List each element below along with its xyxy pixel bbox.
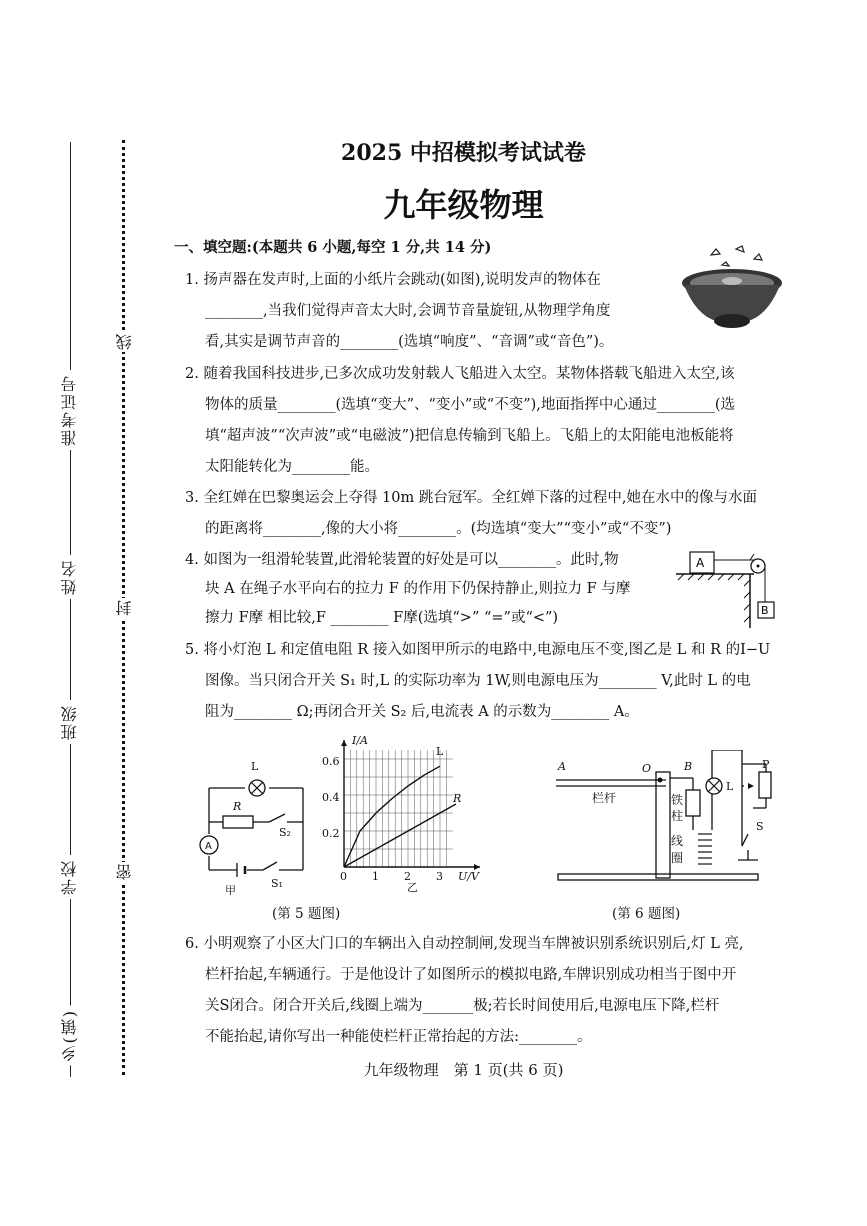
subject-title: 九年级物理 — [383, 186, 544, 224]
q2-line3: 填“超声波”“次声波”或“电磁波”)把信息传输到飞船上。飞船上的太阳能电池板能将 — [205, 428, 734, 444]
x-tick-1: 1 — [372, 870, 379, 883]
curve-r — [344, 804, 456, 867]
lamp-l-label: L — [251, 760, 259, 773]
block-b-label: B — [761, 604, 769, 617]
curve-l-label: L — [436, 745, 444, 758]
margin-label-name: 姓名 — [58, 555, 81, 599]
ammeter-label: A — [205, 841, 212, 852]
x-tick-3: 3 — [436, 870, 443, 883]
q4-line2: 块 A 在绳子水平向右的拉力 F 的作用下仍保持静止,则拉力 F 与摩 — [205, 581, 631, 597]
circuit-diagram-jia — [195, 752, 315, 898]
q1-line2: ________,当我们觉得声音太大时,会调节音量旋钮,从物理学角度 — [205, 303, 611, 319]
fig6-caption: (第 6 题图) — [612, 906, 681, 922]
q4-line1: 4. 如图为一组滑轮装置,此滑轮装置的好处是可以________。此时,物 — [185, 552, 619, 568]
fig5-caption: (第 5 题图) — [272, 906, 341, 922]
iron-label-1: 铁 — [671, 793, 684, 807]
rheostat-p-label: P — [762, 758, 770, 771]
pulley-figure — [672, 546, 792, 632]
q5-line2: 图像。当只闭合开关 S₁ 时,L 的实际功率为 1W,则电源电压为________ V,此时 L 的电 — [205, 673, 751, 689]
q1-line1: 1. 扬声器在发声时,上面的小纸片会跳动(如图),说明发声的物体在 — [185, 272, 601, 288]
q6-line1: 6. 小明观察了小区大门口的车辆出入自动控制闸,发现当车牌被识别系统识别后,灯 L 亮, — [185, 936, 744, 952]
margin-label-school: 学校 — [58, 855, 81, 899]
switch-s1-label: S₁ — [271, 877, 283, 890]
q6-line4: 不能抬起,请你写出一种能使栏杆正常抬起的方法:________。 — [205, 1029, 592, 1045]
q2-line4: 太阳能转化为________能。 — [205, 459, 379, 475]
q1-line3: 看,其实是调节声音的________(选填“响度”、“音调”或“音色”)。 — [205, 334, 614, 350]
resistor-r-label: R — [233, 800, 242, 813]
curve-l — [344, 766, 440, 867]
curve-r-label: R — [453, 792, 462, 805]
cut-mark-line: 线 — [115, 334, 134, 350]
margin-label-exam-number: 准考证号 — [58, 370, 81, 450]
y-axis-arrow — [341, 740, 347, 746]
speaker-figure — [676, 235, 788, 335]
q3-line1: 3. 全红婵在巴黎奥运会上夺得 10m 跳台冠军。全红婵下落的过程中,她在水中的像与水面 — [185, 490, 757, 506]
switch-s-label: S — [756, 820, 764, 833]
cut-mark-seal: 封 — [115, 600, 134, 616]
coil-label-1: 线 — [671, 834, 684, 848]
y-tick-0-4: 0.4 — [322, 791, 340, 804]
q6-line3: 关S闭合。闭合开关后,线圈上端为_______极;若长时间使用后,电源电压下降,栏杆 — [205, 998, 720, 1014]
lamp-label-fig6: L — [726, 780, 734, 793]
section-heading: 一、填空题:(本题共 6 小题,每空 1 分,共 14 分) — [174, 239, 492, 256]
x-tick-0: 0 — [340, 870, 347, 883]
margin-solid-line — [70, 142, 71, 1077]
margin-label-town: 乡(镇) — [58, 1005, 81, 1065]
q3-line2: 的距离将________,像的大小将________。(均选填“变大”“变小”或“不变”) — [205, 521, 672, 537]
y-axis-label: I/A — [352, 734, 368, 747]
y-tick-0-6: 0.6 — [322, 755, 340, 768]
x-tick-2: 2 — [404, 870, 411, 883]
point-b-label: B — [684, 760, 693, 773]
margin-label-class: 班级 — [58, 700, 81, 744]
figure-yi-label: 乙 — [407, 881, 418, 892]
iron-label-2: 柱 — [671, 809, 684, 823]
y-tick-0-2: 0.2 — [322, 827, 340, 840]
iv-graph-yi — [322, 732, 492, 892]
q5-line3: 阻为________ Ω;再闭合开关 S₂ 后,电流表 A 的示数为________ A。 — [205, 704, 639, 720]
barrier-control-figure — [548, 750, 788, 890]
figure-jia-label: 甲 — [225, 884, 236, 897]
cut-mark-dense: 密 — [115, 864, 134, 880]
exam-title: 2025 中招模拟考试试卷 — [341, 140, 586, 166]
switch-s2-label: S₂ — [279, 826, 291, 839]
point-a-label: A — [558, 760, 566, 773]
q6-line2: 栏杆抬起,车辆通行。于是他设计了如图所示的模拟电路,车牌识别成功相当于图中开 — [205, 967, 737, 983]
q2-line2: 物体的质量________(选填“变大”、“变小”或“不变”),地面指挥中心通过________(选 — [205, 397, 736, 413]
point-o-label: O — [642, 762, 652, 775]
block-a-label: A — [696, 556, 705, 570]
lever-label: 栏杆 — [592, 791, 617, 805]
page-footer: 九年级物理 第 1 页(共 6 页) — [363, 1061, 564, 1079]
coil-label-2: 圈 — [671, 851, 684, 865]
q5-line1: 5. 将小灯泡 L 和定值电阻 R 接入如图甲所示的电路中,电源电压不变,图乙是 L 和 R 的I−U — [185, 642, 771, 658]
x-axis-label: U/V — [458, 870, 479, 883]
q4-line3: 擦力 F摩 相比较,F ________ F摩(选填“>” “=”或“<”) — [205, 610, 559, 626]
q2-line1: 2. 随着我国科技进步,已多次成功发射载人飞船进入太空。某物体搭载飞船进入太空,该 — [185, 366, 735, 382]
